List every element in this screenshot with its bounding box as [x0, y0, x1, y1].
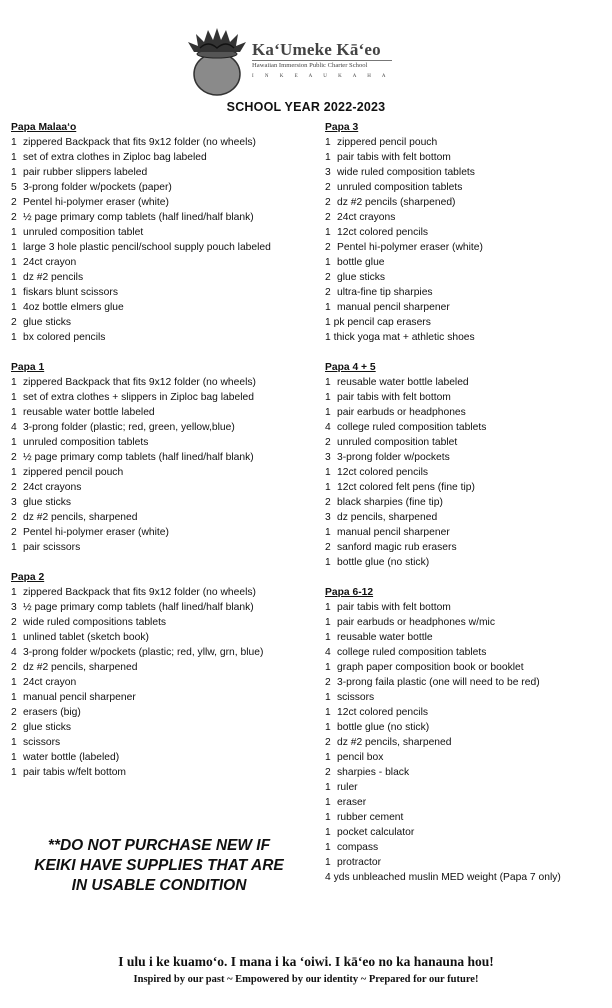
list-item	[11, 435, 316, 450]
item-description: set of extra clothes + slippers in Ziploc bag labeled	[23, 392, 254, 403]
purchase-notice	[14, 836, 304, 896]
list-item	[11, 690, 316, 705]
item-description: 3-prong folder (plastic; red, green, yellow,blue)	[23, 422, 235, 433]
list-item	[11, 540, 316, 555]
list-item	[325, 810, 610, 825]
list-item	[325, 375, 610, 390]
item-description: sanford magic rub erasers	[337, 542, 457, 553]
list-item	[11, 705, 316, 720]
item-description: zippered Backpack that fits 9x12 folder (no wheels)	[23, 377, 256, 388]
item-quantity: 4	[11, 422, 17, 433]
item-description: ½ page primary comp tablets (half lined/half blank)	[23, 452, 254, 463]
item-quantity: 2	[325, 437, 331, 448]
item-quantity: 2	[325, 767, 331, 778]
list-item	[325, 600, 610, 615]
list-item	[325, 135, 610, 150]
list-item	[11, 285, 316, 300]
item-description: dz #2 pencils, sharpened	[337, 737, 452, 748]
list-item	[325, 435, 610, 450]
school-tagline: Inspired by our past ~ Empowered by our identity ~ Prepared for our future!	[133, 974, 479, 985]
item-description: pair scissors	[23, 542, 81, 553]
section-title: Papa 1	[11, 362, 45, 373]
item-quantity: 3	[11, 602, 17, 613]
item-quantity: 4	[11, 647, 17, 658]
item-quantity: 1	[325, 557, 331, 568]
list-item	[325, 300, 610, 315]
item-quantity: 1	[325, 857, 331, 868]
item-description: dz #2 pencils, sharpened	[23, 512, 138, 523]
supply-section	[325, 120, 610, 345]
umeke-bowl-with-leaves-icon	[186, 26, 248, 96]
list-item	[325, 630, 610, 645]
list-item	[11, 660, 316, 675]
item-quantity: 1	[11, 377, 17, 388]
list-item	[325, 150, 610, 165]
item-description: large 3 hole plastic pencil/school supply pouch labeled	[23, 242, 271, 253]
section-title: Papa Malaa‘o	[11, 122, 77, 133]
list-item	[325, 795, 610, 810]
item-description: 3-prong folder w/pockets	[337, 452, 450, 463]
item-description: manual pencil sharpener	[23, 692, 136, 703]
item-description: ultra-fine tip sharpies	[337, 287, 433, 298]
list-item	[11, 180, 316, 195]
item-quantity: 4	[325, 647, 331, 658]
item-quantity: 2	[11, 617, 17, 628]
item-quantity: 1	[11, 152, 17, 163]
item-quantity: 1	[11, 272, 17, 283]
supply-section	[11, 120, 316, 345]
list-item	[325, 270, 610, 285]
list-item	[11, 585, 316, 600]
item-description: 24ct crayon	[23, 677, 77, 688]
item-description: dz #2 pencils (sharpened)	[337, 197, 456, 208]
list-item	[11, 480, 316, 495]
item-quantity: 1	[11, 227, 17, 238]
item-description: ruler	[337, 782, 358, 793]
item-description: scissors	[23, 737, 61, 748]
item-description: reusable water bottle	[337, 632, 433, 643]
notice-line: KEIKI HAVE SUPPLIES THAT ARE	[34, 857, 284, 874]
item-quantity: 1	[325, 377, 331, 388]
item-description: unruled composition tablets	[23, 437, 149, 448]
item-description: ½ page primary comp tablets (half lined/half blank)	[23, 602, 254, 613]
item-quantity: 4	[325, 422, 331, 433]
item-description: dz pencils, sharpened	[337, 512, 438, 523]
item-quantity: 3	[325, 452, 331, 463]
item-description: 1 thick yoga mat + athletic shoes	[325, 332, 475, 343]
item-description: scissors	[337, 692, 375, 703]
item-description: 1 pk pencil cap erasers	[325, 317, 431, 328]
list-item	[325, 870, 610, 885]
list-item	[325, 555, 610, 570]
item-description: water bottle (labeled)	[23, 752, 120, 763]
item-quantity: 2	[325, 197, 331, 208]
list-item	[11, 750, 316, 765]
item-quantity: 1	[325, 842, 331, 853]
item-quantity: 1	[11, 137, 17, 148]
list-item	[11, 450, 316, 465]
list-item	[11, 645, 316, 660]
list-item	[325, 180, 610, 195]
item-quantity: 2	[325, 242, 331, 253]
item-quantity: 1	[325, 752, 331, 763]
item-description: bottle glue (no stick)	[337, 722, 430, 733]
item-quantity: 2	[11, 482, 17, 493]
section-title: Papa 6-12	[325, 587, 374, 598]
item-quantity: 2	[11, 707, 17, 718]
list-item	[325, 480, 610, 495]
list-item	[11, 630, 316, 645]
item-description: graph paper composition book or booklet	[337, 662, 524, 673]
item-quantity: 1	[325, 467, 331, 478]
item-description: ½ page primary comp tablets (half lined/half blank)	[23, 212, 254, 223]
item-quantity: 1	[325, 302, 331, 313]
list-item	[11, 315, 316, 330]
item-description: pencil box	[337, 752, 384, 763]
school-location: I N K E A U K A H A	[252, 74, 391, 79]
item-quantity: 2	[11, 662, 17, 673]
item-description: manual pencil sharpener	[337, 527, 450, 538]
item-description: unruled composition tablet	[23, 227, 144, 238]
list-item	[325, 390, 610, 405]
list-item	[11, 390, 316, 405]
item-quantity: 1	[325, 407, 331, 418]
list-item	[325, 420, 610, 435]
item-description: glue sticks	[23, 317, 72, 328]
list-item	[325, 510, 610, 525]
list-item	[11, 675, 316, 690]
item-quantity: 3	[11, 497, 17, 508]
list-item	[325, 855, 610, 870]
item-description: 24ct crayon	[23, 257, 77, 268]
list-item	[325, 765, 610, 780]
item-description: dz #2 pencils, sharpened	[23, 662, 138, 673]
item-quantity: 2	[11, 527, 17, 538]
item-quantity: 1	[11, 242, 17, 253]
list-item	[325, 645, 610, 660]
list-item	[11, 420, 316, 435]
item-quantity: 1	[11, 737, 17, 748]
item-description: 3-prong folder w/pockets (paper)	[23, 182, 172, 193]
notice-line: IN USABLE CONDITION	[71, 877, 247, 894]
list-item	[11, 735, 316, 750]
item-description: fiskars blunt scissors	[23, 287, 118, 298]
notice-line: **DO NOT PURCHASE NEW IF	[47, 837, 271, 854]
item-quantity: 2	[325, 287, 331, 298]
item-quantity: 2	[325, 272, 331, 283]
list-item	[11, 135, 316, 150]
item-description: zippered Backpack that fits 9x12 folder (no wheels)	[23, 587, 256, 598]
list-item	[11, 210, 316, 225]
item-description: 4oz bottle elmers glue	[23, 302, 124, 313]
list-item	[325, 660, 610, 675]
list-item	[325, 285, 610, 300]
item-description: unruled composition tablet	[337, 437, 458, 448]
item-quantity: 2	[325, 542, 331, 553]
item-description: Pentel hi-polymer eraser (white)	[23, 197, 169, 208]
item-description: compass	[337, 842, 379, 853]
list-item	[325, 165, 610, 180]
list-item	[11, 150, 316, 165]
item-quantity: 1	[325, 137, 331, 148]
item-quantity: 2	[325, 212, 331, 223]
list-item	[325, 675, 610, 690]
list-item	[11, 195, 316, 210]
item-quantity: 1	[11, 587, 17, 598]
item-description: reusable water bottle labeled	[23, 407, 155, 418]
item-quantity: 1	[325, 527, 331, 538]
item-description: pair tabis w/felt bottom	[23, 767, 127, 778]
list-item	[11, 600, 316, 615]
item-description: 24ct crayons	[337, 212, 396, 223]
item-description: eraser	[337, 797, 367, 808]
list-item	[325, 210, 610, 225]
list-item	[325, 540, 610, 555]
item-quantity: 1	[325, 632, 331, 643]
school-motto: I ulu i ke kuamo‘o. I mana i ka ‘oiwi. I kā‘eo no ka hanauna hou!	[118, 954, 494, 969]
section-title: Papa 4 + 5	[325, 362, 376, 373]
item-description: sharpies - black	[337, 767, 410, 778]
item-description: glue sticks	[23, 722, 72, 733]
list-item	[11, 510, 316, 525]
item-quantity: 3	[325, 512, 331, 523]
section-title: Papa 2	[11, 572, 45, 583]
item-quantity: 1	[325, 227, 331, 238]
list-item	[11, 720, 316, 735]
item-quantity: 1	[325, 797, 331, 808]
item-quantity: 2	[11, 317, 17, 328]
item-quantity: 1	[11, 257, 17, 268]
supply-section	[325, 360, 610, 570]
list-item	[325, 240, 610, 255]
item-description: pair tabis with felt bottom	[337, 392, 451, 403]
item-quantity: 1	[325, 827, 331, 838]
item-description: college ruled composition tablets	[337, 647, 487, 658]
item-description: glue sticks	[23, 497, 72, 508]
item-description: zippered pencil pouch	[23, 467, 124, 478]
item-description: dz #2 pencils	[23, 272, 84, 283]
item-description: 3-prong folder w/pockets (plastic; red, yllw, grn, blue)	[23, 647, 264, 658]
item-quantity: 1	[11, 392, 17, 403]
item-description: 4 yds unbleached muslin MED weight (Papa 7 only)	[325, 872, 561, 883]
list-item	[11, 765, 316, 780]
item-quantity: 1	[325, 152, 331, 163]
item-quantity: 1	[11, 437, 17, 448]
item-description: Pentel hi-polymer eraser (white)	[337, 242, 483, 253]
item-description: unlined tablet (sketch book)	[23, 632, 149, 643]
item-description: wide ruled compositions tablets	[23, 617, 167, 628]
right-column	[325, 120, 610, 900]
supply-section	[325, 585, 610, 885]
list-item	[325, 330, 610, 345]
list-item	[325, 450, 610, 465]
item-quantity: 1	[11, 467, 17, 478]
item-description: pocket calculator	[337, 827, 415, 838]
list-item	[325, 405, 610, 420]
item-description: 12ct colored felt pens (fine tip)	[337, 482, 475, 493]
item-description: set of extra clothes in Ziploc bag labeled	[23, 152, 207, 163]
item-description: pair earbuds or headphones	[337, 407, 466, 418]
list-item	[325, 255, 610, 270]
supply-section	[11, 570, 316, 780]
item-quantity: 1	[11, 287, 17, 298]
list-item	[325, 525, 610, 540]
item-quantity: 2	[325, 737, 331, 748]
item-quantity: 1	[11, 302, 17, 313]
item-quantity: 1	[325, 617, 331, 628]
list-item	[325, 840, 610, 855]
list-item	[325, 705, 610, 720]
list-item	[11, 375, 316, 390]
item-quantity: 2	[11, 212, 17, 223]
item-quantity: 1	[11, 167, 17, 178]
item-description: unruled composition tablets	[337, 182, 463, 193]
item-description: bottle glue	[337, 257, 385, 268]
item-quantity: 2	[325, 677, 331, 688]
item-description: pair earbuds or headphones w/mic	[337, 617, 495, 628]
item-quantity: 1	[11, 407, 17, 418]
item-quantity: 1	[11, 677, 17, 688]
item-quantity: 1	[11, 767, 17, 778]
item-description: bx colored pencils	[23, 332, 106, 343]
item-quantity: 1	[325, 707, 331, 718]
list-item	[325, 495, 610, 510]
item-description: wide ruled composition tablets	[337, 167, 475, 178]
list-item	[11, 615, 316, 630]
item-quantity: 1	[11, 332, 17, 343]
item-quantity: 5	[11, 182, 17, 193]
item-description: pair rubber slippers labeled	[23, 167, 148, 178]
item-description: 24ct crayons	[23, 482, 82, 493]
item-description: 12ct colored pencils	[337, 467, 429, 478]
item-quantity: 2	[11, 197, 17, 208]
page-header	[0, 0, 612, 98]
item-description: college ruled composition tablets	[337, 422, 487, 433]
item-description: bottle glue (no stick)	[337, 557, 430, 568]
list-item	[11, 255, 316, 270]
list-item	[11, 300, 316, 315]
item-quantity: 1	[11, 752, 17, 763]
list-item	[11, 240, 316, 255]
item-quantity: 1	[325, 692, 331, 703]
list-item	[11, 405, 316, 420]
item-quantity: 2	[11, 512, 17, 523]
item-quantity: 1	[325, 602, 331, 613]
item-quantity: 1	[325, 257, 331, 268]
list-item	[325, 735, 610, 750]
item-description: pair tabis with felt bottom	[337, 602, 451, 613]
list-item	[325, 195, 610, 210]
list-item	[11, 525, 316, 540]
item-quantity: 1	[325, 782, 331, 793]
item-quantity: 2	[325, 182, 331, 193]
list-item	[325, 615, 610, 630]
item-quantity: 1	[325, 482, 331, 493]
list-item	[325, 825, 610, 840]
school-name: Ka‘Umeke Kā‘eo	[252, 40, 381, 59]
item-description: manual pencil sharpener	[337, 302, 450, 313]
list-item	[11, 270, 316, 285]
item-description: rubber cement	[337, 812, 404, 823]
item-description: zippered pencil pouch	[337, 137, 438, 148]
item-quantity: 3	[325, 167, 331, 178]
school-year-title: SCHOOL YEAR 2022-2023	[226, 100, 386, 114]
list-item	[325, 780, 610, 795]
item-description: 3-prong faila plastic (one will need to be red)	[337, 677, 540, 688]
section-title: Papa 3	[325, 122, 359, 133]
item-description: glue sticks	[337, 272, 386, 283]
item-description: protractor	[337, 857, 382, 868]
list-item	[325, 465, 610, 480]
item-quantity: 2	[11, 722, 17, 733]
item-quantity: 1	[325, 722, 331, 733]
item-quantity: 1	[11, 632, 17, 643]
item-description: erasers (big)	[23, 707, 81, 718]
item-description: Pentel hi-polymer eraser (white)	[23, 527, 169, 538]
item-description: zippered Backpack that fits 9x12 folder (no wheels)	[23, 137, 256, 148]
item-quantity: 1	[325, 662, 331, 673]
item-quantity: 1	[325, 812, 331, 823]
item-description: reusable water bottle labeled	[337, 377, 469, 388]
item-description: black sharpies (fine tip)	[337, 497, 443, 508]
item-quantity: 1	[11, 542, 17, 553]
list-item	[11, 465, 316, 480]
list-item	[325, 720, 610, 735]
list-item	[11, 165, 316, 180]
list-item	[325, 225, 610, 240]
list-item	[325, 315, 610, 330]
list-item	[325, 750, 610, 765]
item-quantity: 1	[325, 392, 331, 403]
supply-section	[11, 360, 316, 555]
item-description: pair tabis with felt bottom	[337, 152, 451, 163]
list-item	[11, 495, 316, 510]
school-subtitle: Hawaiian Immersion Public Charter School	[252, 60, 392, 69]
item-quantity: 2	[325, 497, 331, 508]
item-description: 12ct colored pencils	[337, 227, 429, 238]
left-column	[11, 120, 316, 795]
list-item	[11, 225, 316, 240]
list-item	[325, 690, 610, 705]
item-quantity: 1	[11, 692, 17, 703]
list-item	[11, 330, 316, 345]
item-quantity: 2	[11, 452, 17, 463]
item-description: 12ct colored pencils	[337, 707, 429, 718]
